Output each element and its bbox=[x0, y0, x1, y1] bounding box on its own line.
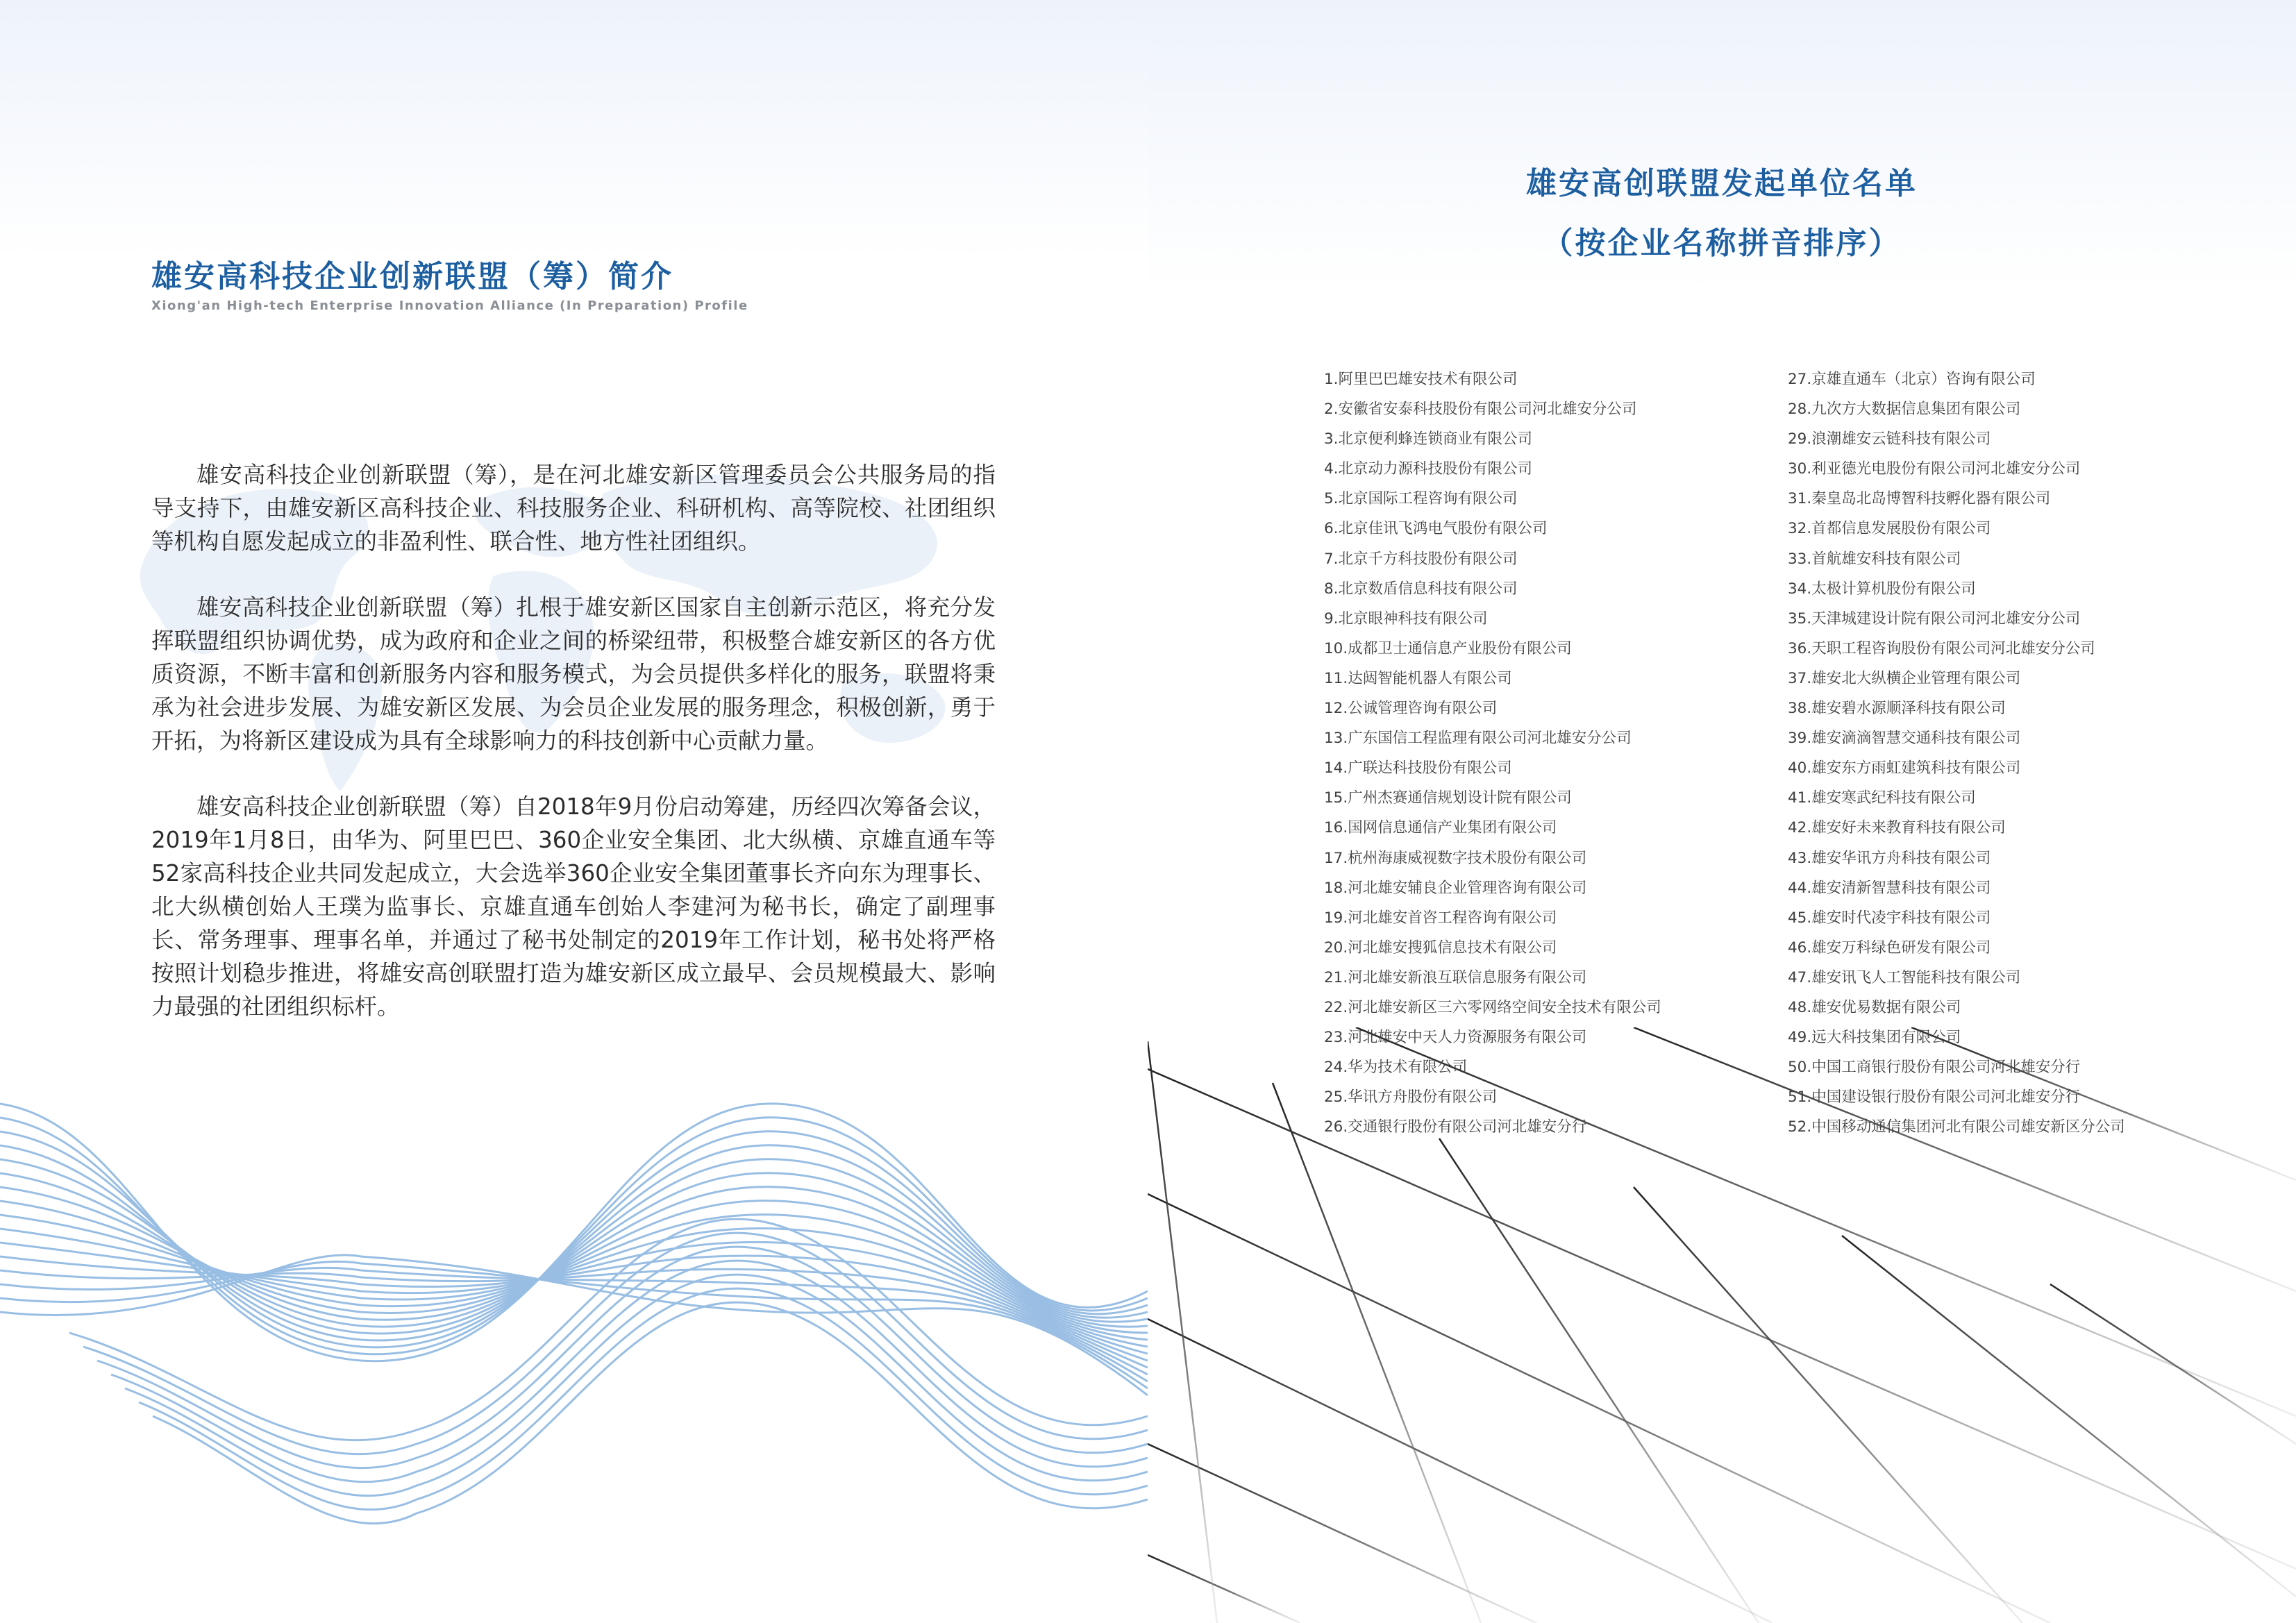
list-item: 49.远大科技集团有限公司 bbox=[1788, 1029, 1961, 1047]
decorative-waves bbox=[0, 1083, 1148, 1623]
list-item: 25.华讯方舟股份有限公司 bbox=[1324, 1088, 1498, 1107]
intro-paragraph: 雄安高科技企业创新联盟（筹）自2018年9月份启动筹建，历经四次筹备会议，2019年1月8日，由华为、阿里巴巴、360企业安全集团、北大纵横、京雄直通车等52家高科技企业共同发起成立，大会选举360企业安全集团董事长齐向东为理事长、北大纵横创始人王璞为监事长、京雄直通车创始人李建河为秘书长，确定了副理事长、常务理事、理事名单，并通过了秘书处制定的2019年工作计划，秘书处将严格按照计划稳步推进，将雄安高创联盟打造为雄安新区成立最早、会员规模最大、影响力最强的社团组织标杆。 bbox=[151, 793, 996, 1020]
intro-subtitle: Xiong'an High-tech Enterprise Innovation Alliance (In Preparation) Profile bbox=[151, 298, 748, 313]
list-item: 45.雄安时代凌宇科技有限公司 bbox=[1788, 909, 1991, 927]
list-item: 40.雄安东方雨虹建筑科技有限公司 bbox=[1788, 759, 2021, 777]
list-item: 31.秦皇岛北岛博智科技孵化器有限公司 bbox=[1788, 490, 2051, 508]
list-item: 26.交通银行股份有限公司河北雄安分行 bbox=[1324, 1118, 1587, 1136]
intro-body bbox=[151, 458, 996, 1056]
list-item: 41.雄安寒武纪科技有限公司 bbox=[1788, 789, 1976, 807]
list-item: 2.安徽省安泰科技股份有限公司河北雄安分公司 bbox=[1324, 401, 1637, 419]
list-item: 29.浪潮雄安云链科技有限公司 bbox=[1788, 430, 1991, 448]
list-item: 32.首都信息发展股份有限公司 bbox=[1788, 520, 1991, 538]
list-item: 19.河北雄安首咨工程咨询有限公司 bbox=[1324, 909, 1557, 927]
list-item: 52.中国移动通信集团河北有限公司雄安新区分公司 bbox=[1788, 1118, 2125, 1136]
list-item: 33.首航雄安科技有限公司 bbox=[1788, 550, 1961, 568]
list-item: 7.北京千方科技股份有限公司 bbox=[1324, 550, 1518, 568]
list-item: 50.中国工商银行股份有限公司河北雄安分行 bbox=[1788, 1059, 2081, 1077]
list-item: 20.河北雄安搜狐信息技术有限公司 bbox=[1324, 939, 1557, 957]
list-item: 13.广东国信工程监理有限公司河北雄安分公司 bbox=[1324, 730, 1632, 748]
list-item: 4.北京动力源科技股份有限公司 bbox=[1324, 460, 1533, 478]
list-item: 3.北京便利蜂连锁商业有限公司 bbox=[1324, 430, 1533, 448]
list-item: 5.北京国际工程咨询有限公司 bbox=[1324, 490, 1518, 508]
intro-paragraph: 雄安高科技企业创新联盟（筹）扎根于雄安新区国家自主创新示范区，将充分发挥联盟组织协调优势，成为政府和企业之间的桥梁纽带，积极整合雄安新区的各方优质资源，不断丰富和创新服务内容和服务模式，为会员提供多样化的服务，联盟将秉承为社会进步发展、为雄安新区发展、为会员企业发展的服务理念，积极创新，勇于开拓，为将新区建设成为具有全球影响力的科技创新中心贡献力量。 bbox=[151, 594, 996, 754]
list-item: 14.广联达科技股份有限公司 bbox=[1324, 759, 1512, 777]
intro-title: 雄安高科技企业创新联盟（筹）简介 bbox=[151, 259, 673, 294]
list-item: 16.国网信息通信产业集团有限公司 bbox=[1324, 819, 1557, 837]
list-item: 43.雄安华讯方舟科技有限公司 bbox=[1788, 849, 1991, 867]
list-item: 39.雄安滴滴智慧交通科技有限公司 bbox=[1788, 730, 2021, 748]
list-item: 34.太极计算机股份有限公司 bbox=[1788, 580, 1976, 598]
list-item: 8.北京数盾信息科技有限公司 bbox=[1324, 580, 1518, 598]
list-item: 46.雄安万科绿色研发有限公司 bbox=[1788, 939, 1991, 957]
list-item: 11.达闼智能机器人有限公司 bbox=[1324, 669, 1512, 687]
right-page bbox=[1148, 0, 2296, 1623]
list-item: 12.公诚管理咨询有限公司 bbox=[1324, 700, 1498, 718]
list-item: 48.雄安优易数据有限公司 bbox=[1788, 998, 1961, 1016]
list-item: 42.雄安好未来教育科技有限公司 bbox=[1788, 819, 2006, 837]
list-item: 30.利亚德光电股份有限公司河北雄安分公司 bbox=[1788, 460, 2081, 478]
list-item: 38.雄安碧水源顺泽科技有限公司 bbox=[1788, 700, 2006, 718]
list-item: 23.河北雄安中天人力资源服务有限公司 bbox=[1324, 1029, 1587, 1047]
list-item: 47.雄安讯飞人工智能科技有限公司 bbox=[1788, 968, 2021, 986]
list-item: 6.北京佳讯飞鸿电气股份有限公司 bbox=[1324, 520, 1548, 538]
list-item: 28.九次方大数据信息集团有限公司 bbox=[1788, 401, 2021, 419]
list-item: 37.雄安北大纵横企业管理有限公司 bbox=[1788, 669, 2021, 687]
members-list-column-1 bbox=[1324, 364, 1661, 1142]
list-item: 18.河北雄安辅良企业管理咨询有限公司 bbox=[1324, 879, 1587, 897]
list-item: 9.北京眼神科技有限公司 bbox=[1324, 609, 1488, 628]
list-item: 51.中国建设银行股份有限公司河北雄安分行 bbox=[1788, 1088, 2081, 1107]
list-item: 24.华为技术有限公司 bbox=[1324, 1059, 1468, 1077]
list-item: 36.天职工程咨询股份有限公司河北雄安分公司 bbox=[1788, 639, 2095, 657]
list-item: 22.河北雄安新区三六零网络空间安全技术有限公司 bbox=[1324, 998, 1661, 1016]
members-list-column-2 bbox=[1788, 364, 2125, 1142]
list-item: 35.天津城建设计院有限公司河北雄安分公司 bbox=[1788, 609, 2081, 628]
intro-paragraph: 雄安高科技企业创新联盟（筹），是在河北雄安新区管理委员会公共服务局的指导支持下，由雄安新区高科技企业、科技服务企业、科研机构、高等院校、社团组织等机构自愿发起成立的非盈利性、联合性、地方性社团组织。 bbox=[151, 462, 996, 555]
members-subtitle: （按企业名称拼音排序） bbox=[1542, 226, 1902, 261]
list-item: 21.河北雄安新浪互联信息服务有限公司 bbox=[1324, 968, 1587, 986]
list-item: 1.阿里巴巴雄安技术有限公司 bbox=[1324, 371, 1518, 388]
list-item: 44.雄安清新智慧科技有限公司 bbox=[1788, 879, 1991, 897]
members-title: 雄安高创联盟发起单位名单 bbox=[1526, 166, 1918, 201]
list-item: 27.京雄直通车（北京）咨询有限公司 bbox=[1788, 371, 2036, 388]
list-item: 17.杭州海康威视数字技术股份有限公司 bbox=[1324, 849, 1587, 867]
list-item: 10.成都卫士通信息产业股份有限公司 bbox=[1324, 639, 1572, 657]
list-item: 15.广州杰赛通信规划设计院有限公司 bbox=[1324, 789, 1572, 807]
